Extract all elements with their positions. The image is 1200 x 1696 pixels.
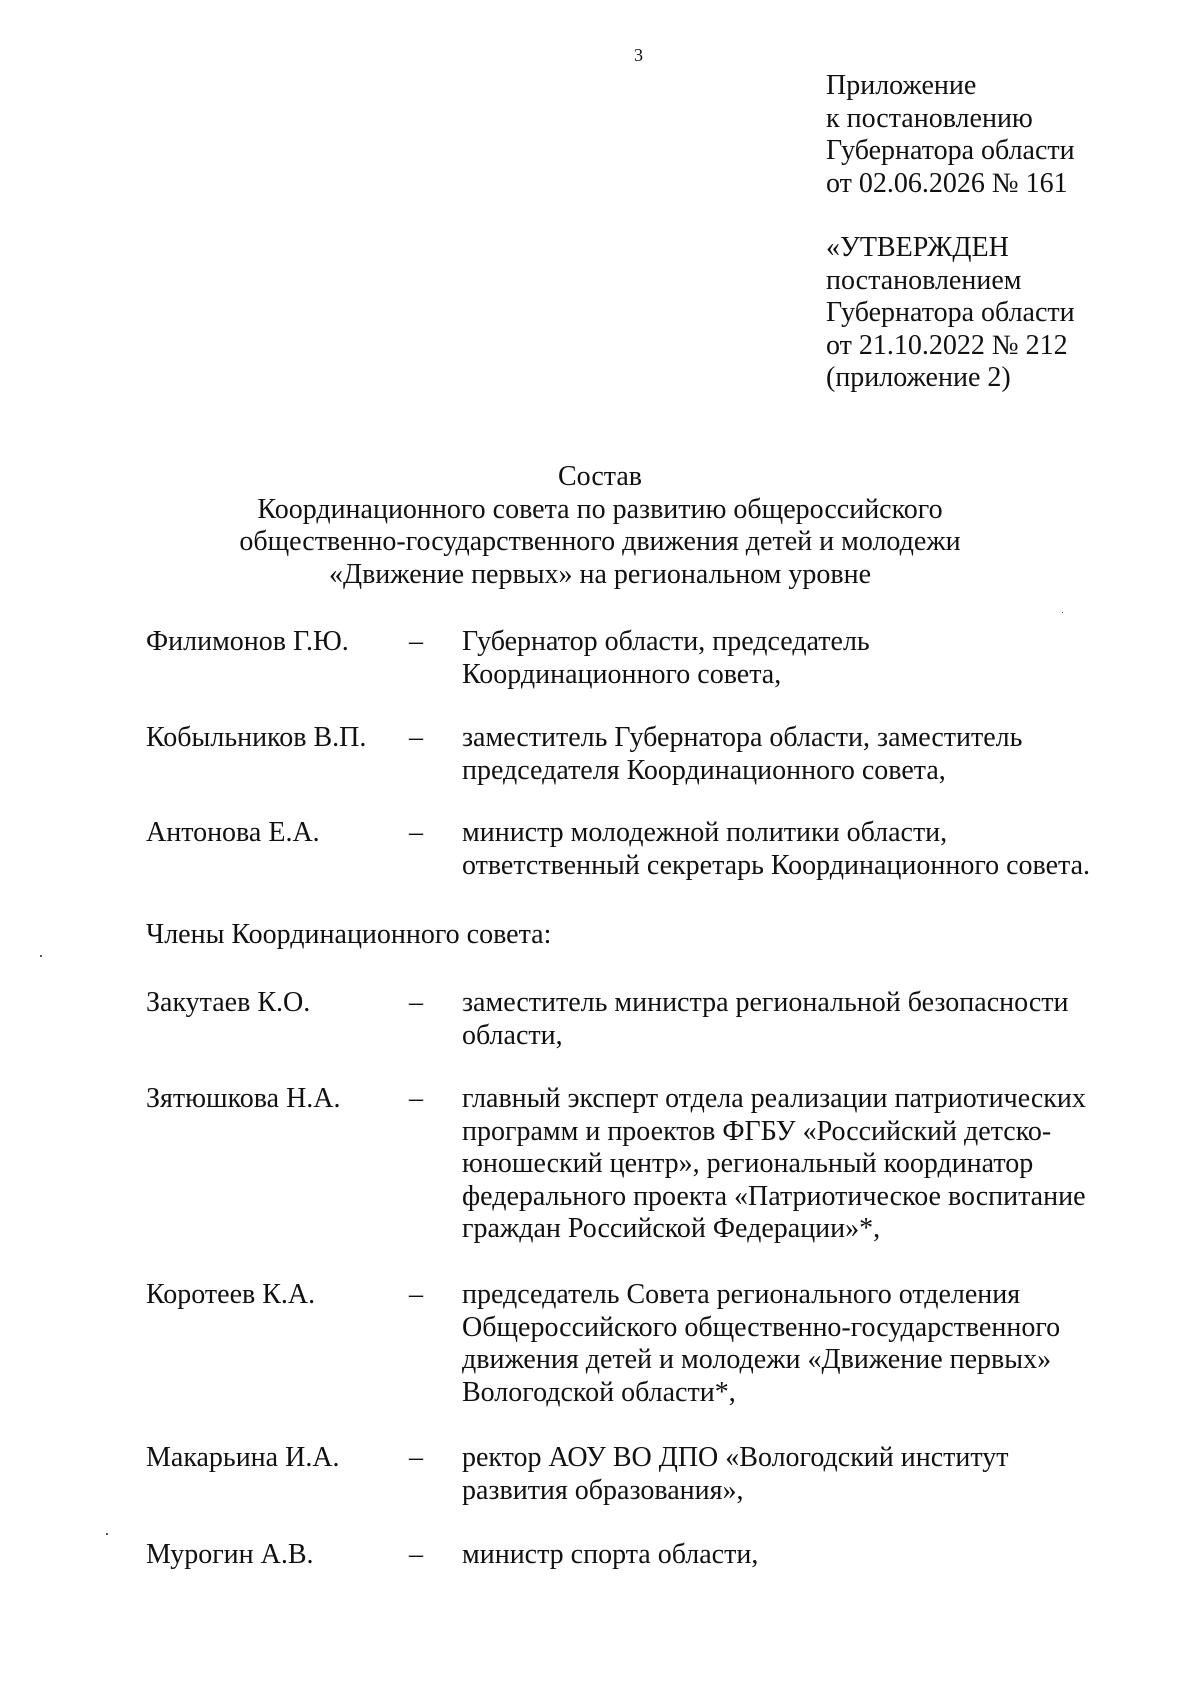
appendix-line: Приложение: [826, 70, 977, 101]
title-line: общественно-государственного движения детей и молодежи: [239, 526, 961, 557]
position-line: министр молодежной политики области,: [462, 817, 948, 848]
member-dash: –: [409, 987, 423, 1018]
position-line: развития образования»,: [462, 1474, 744, 1506]
members-heading: Члены Координационного совета:: [146, 919, 552, 950]
member-name: Макарьина И.А.: [146, 1442, 340, 1473]
member-name: Антонова Е.А.: [146, 817, 320, 848]
position-line: юношеский центр», региональный координатор: [462, 1148, 1034, 1179]
member-position: [462, 1442, 1122, 1507]
approved-line: (приложение 2): [826, 362, 1011, 393]
page-number: 3: [634, 45, 643, 65]
member-name: Мурогин А.В.: [146, 1539, 314, 1570]
member-dash: –: [409, 626, 423, 657]
appendix-line: Губернатора области: [826, 135, 1075, 166]
member-position: [462, 1083, 1122, 1246]
position-line: Общероссийского общественно-государственного: [462, 1311, 1061, 1343]
position-line: движения детей и молодежи «Движение первых»: [462, 1344, 1052, 1375]
member-name: Кобыльников В.П.: [146, 722, 367, 753]
position-line: ректор АОУ ВО ДПО «Вологодский институт: [462, 1442, 1009, 1473]
position-line: председатель Совета регионального отделения: [462, 1279, 1021, 1310]
position-line: области,: [462, 1019, 563, 1051]
approved-block: [826, 232, 1075, 395]
title-line: «Движение первых» на региональном уровне: [328, 558, 872, 590]
scan-speck: [1062, 612, 1063, 613]
position-line: главный эксперт отдела реализации патриотических: [462, 1083, 1086, 1114]
title-line: Координационного совета по развитию общероссийского: [257, 493, 943, 525]
member-name: Зятюшкова Н.А.: [146, 1083, 341, 1114]
position-line: граждан Российской Федерации»*,: [462, 1213, 881, 1244]
approved-line: постановлением: [826, 264, 1022, 296]
position-line: министр спорта области,: [462, 1539, 759, 1570]
approved-line: «УТВЕРЖДЕН: [826, 232, 1009, 263]
position-line: Вологодской области*,: [462, 1376, 736, 1408]
member-dash: –: [409, 1083, 423, 1114]
member-dash: –: [409, 817, 423, 848]
member-dash: –: [409, 1442, 423, 1473]
position-line: федерального проекта «Патриотическое воспитание: [462, 1180, 1086, 1212]
position-line: программ и проектов ФГБУ «Российский детско-: [462, 1115, 1052, 1147]
scan-speck: [106, 1533, 108, 1535]
position-line: заместитель министра региональной безопасности: [462, 987, 1069, 1018]
appendix-block: [826, 70, 1075, 200]
member-position: [462, 817, 1122, 882]
approved-line: Губернатора области: [826, 297, 1075, 328]
member-dash: –: [409, 1279, 423, 1310]
position-line: Координационного совета,: [462, 658, 782, 690]
member-dash: –: [409, 722, 423, 753]
member-position: [462, 1279, 1122, 1409]
position-line: заместитель Губернатора области, заместитель: [462, 722, 1023, 753]
position-line: председателя Координационного совета,: [462, 754, 946, 786]
position-line: Губернатор области, председатель: [462, 626, 870, 657]
scan-speck: [40, 955, 42, 957]
member-position: [462, 1539, 1122, 1572]
approved-line: от 21.10.2022 № 212: [826, 329, 1068, 361]
member-position: [462, 722, 1122, 787]
member-dash: –: [409, 1539, 423, 1570]
member-name: Коротеев К.А.: [146, 1279, 316, 1310]
position-line: ответственный секретарь Координационного совета.: [462, 849, 1091, 881]
member-name: Закутаев К.О.: [146, 987, 311, 1018]
member-position: [462, 626, 1122, 691]
member-position: [462, 987, 1122, 1052]
title-line: Состав: [557, 461, 643, 492]
appendix-line: от 02.06.2026 № 161: [826, 167, 1068, 199]
document-title: [0, 461, 1200, 591]
appendix-line: к постановлению: [826, 102, 1033, 134]
member-name: Филимонов Г.Ю.: [146, 626, 349, 657]
